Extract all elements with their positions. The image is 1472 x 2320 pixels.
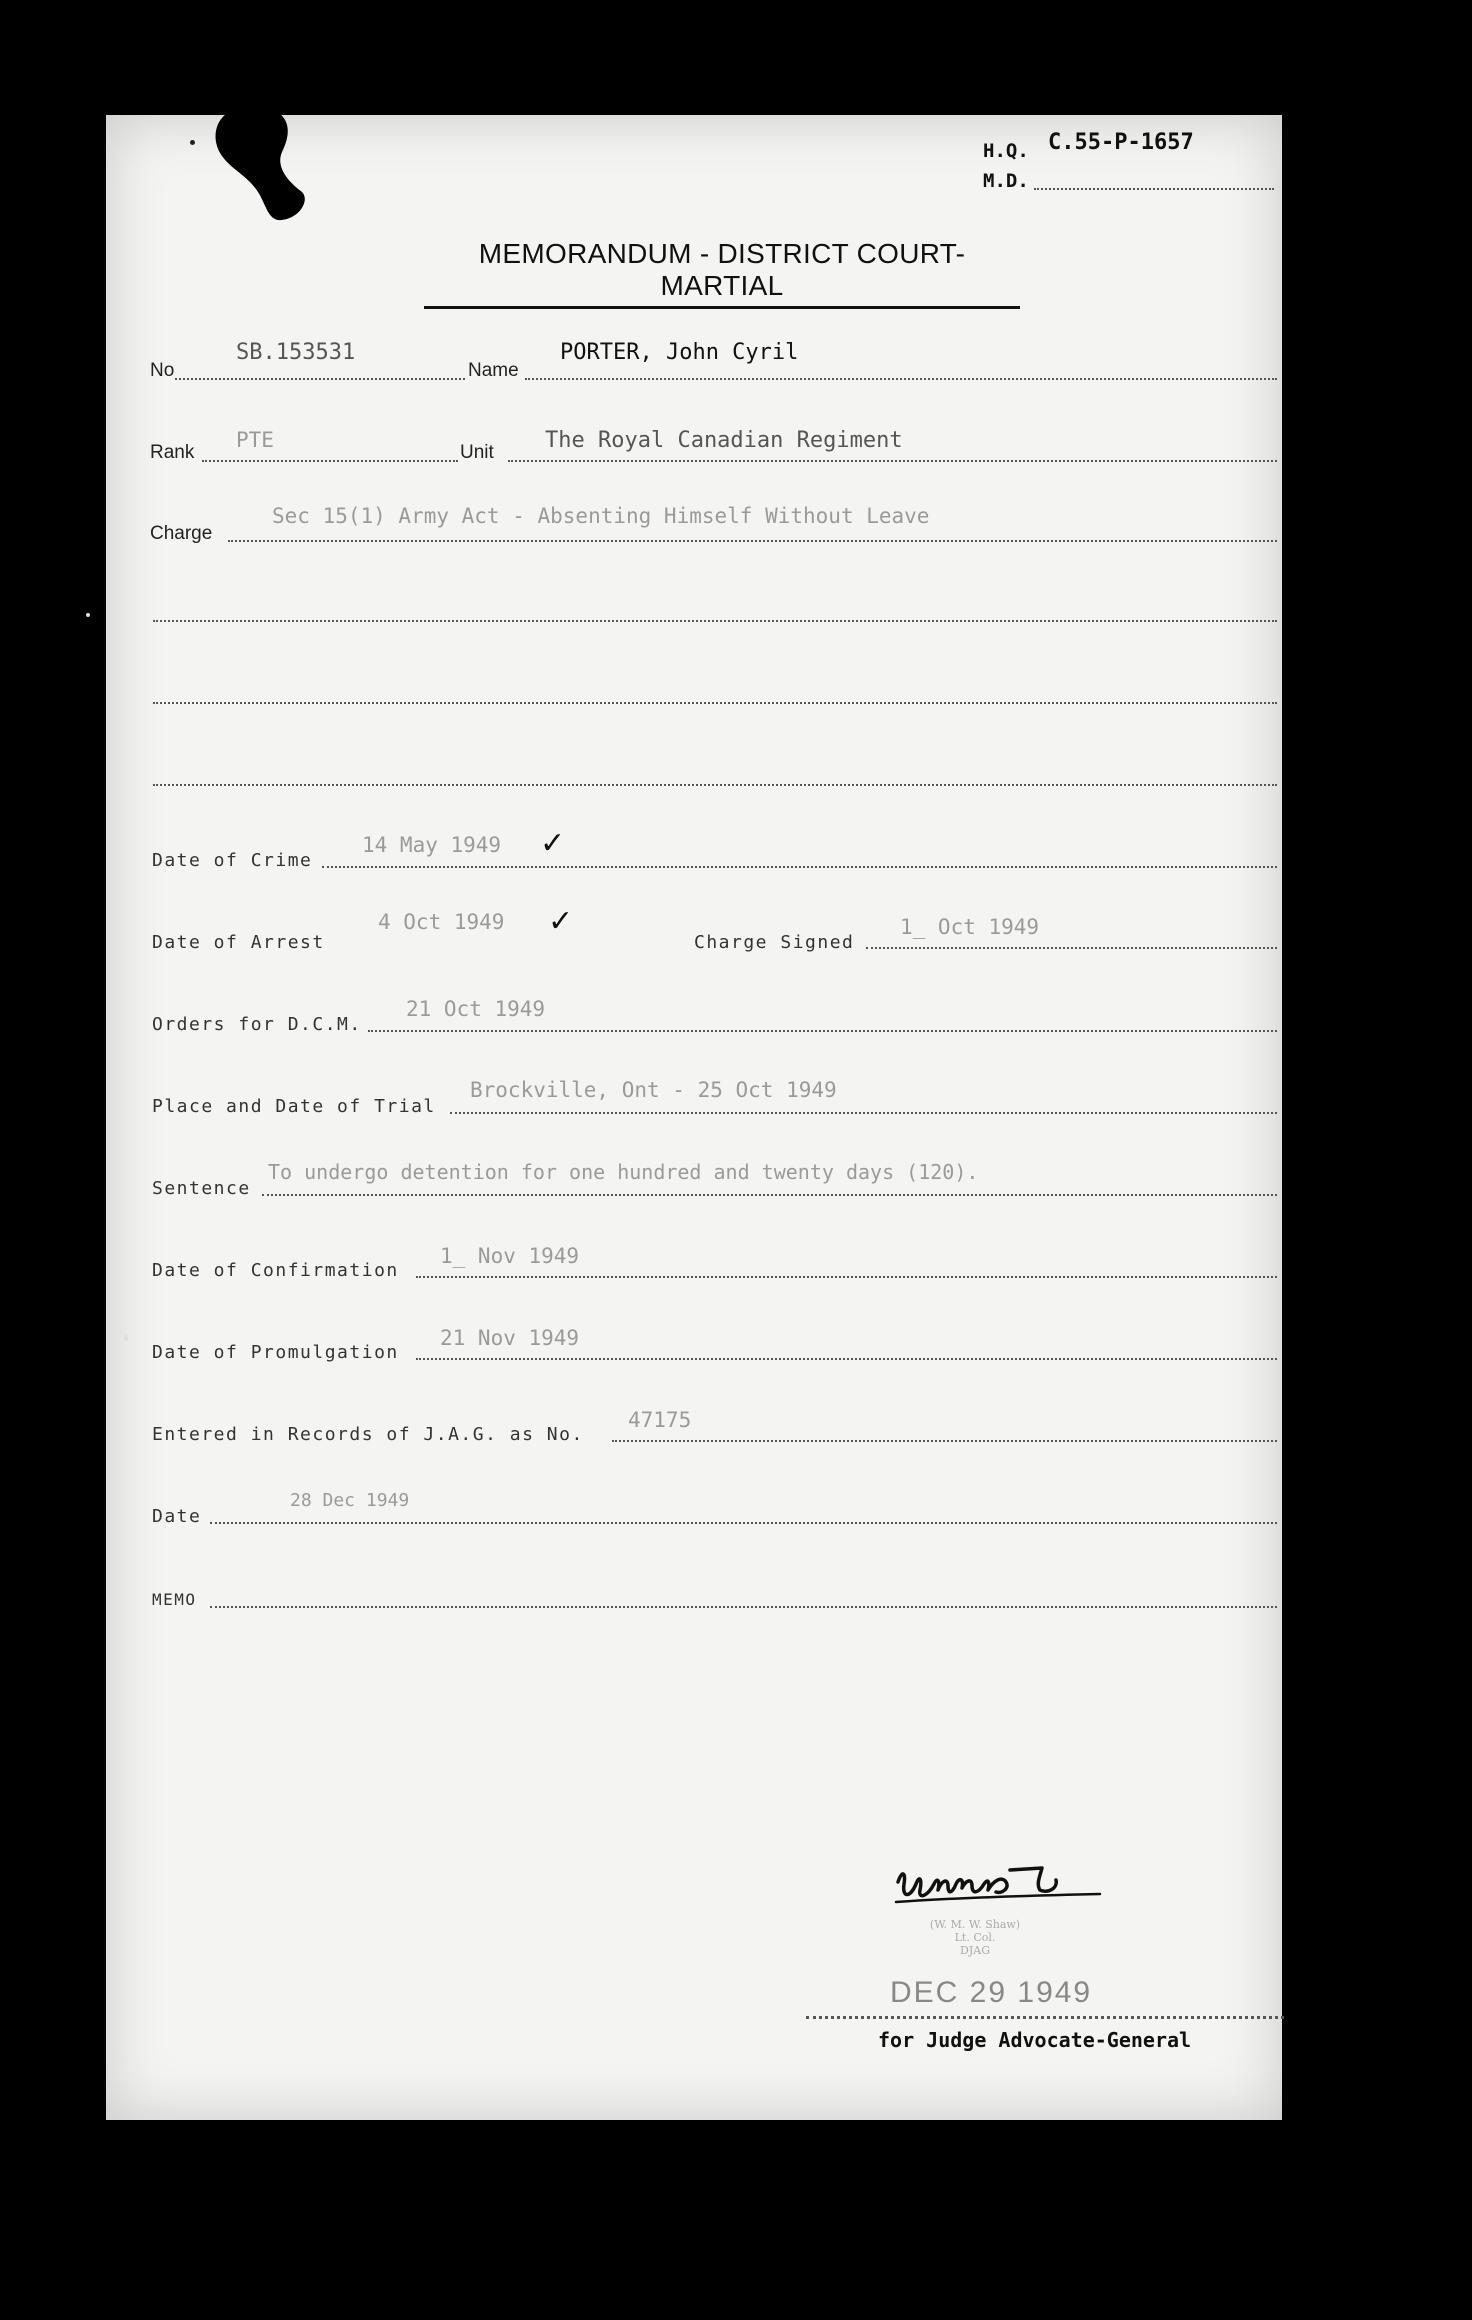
rank-value: PTE xyxy=(236,428,274,452)
rank-line xyxy=(202,460,458,462)
date-of-crime-line xyxy=(322,866,1277,868)
no-label: No xyxy=(150,360,175,381)
records-label: Entered in Records of J.A.G. as No. xyxy=(152,1424,584,1445)
confirmation-label: Date of Confirmation xyxy=(152,1260,399,1281)
orders-line xyxy=(368,1030,1277,1032)
charge-line xyxy=(228,540,1277,542)
charge-signed-label: Charge Signed xyxy=(694,932,855,953)
no-line xyxy=(175,378,465,380)
charge-signed-line xyxy=(866,947,1277,949)
memorandum-sheet xyxy=(106,115,1282,2120)
checkmark-icon: ✓ xyxy=(540,826,566,861)
confirmation-line xyxy=(416,1276,1277,1278)
name-value: PORTER, John Cyril xyxy=(560,340,799,365)
signature-line xyxy=(806,2016,1284,2019)
date-value: 28 Dec 1949 xyxy=(290,1490,410,1511)
records-value: 47175 xyxy=(628,1408,692,1432)
signature-image xyxy=(890,1850,1130,1920)
sentence-value: To undergo detention for one hundred and twenty days (120). xyxy=(268,1160,979,1184)
checkmark-icon: ✓ xyxy=(548,904,574,939)
sentence-line xyxy=(262,1194,1277,1196)
rank-label: Rank xyxy=(150,442,195,463)
date-of-arrest-value: 4 Oct 1949 xyxy=(378,910,505,934)
date-of-arrest-label: Date of Arrest xyxy=(152,932,325,953)
date-of-crime-label: Date of Crime xyxy=(152,850,313,871)
speck xyxy=(190,140,195,145)
place-date-value: Brockville, Ont - 25 Oct 1949 xyxy=(470,1078,837,1102)
document-title: MEMORANDUM - DISTRICT COURT-MARTIAL xyxy=(424,238,1020,309)
records-line xyxy=(612,1440,1277,1442)
no-value: SB.153531 xyxy=(236,340,356,365)
orders-label: Orders for D.C.M. xyxy=(152,1014,362,1035)
charge-line-4 xyxy=(153,784,1277,786)
promulgation-label: Date of Promulgation xyxy=(152,1342,399,1363)
date-line xyxy=(210,1522,1277,1524)
charge-signed-value: 1_ Oct 1949 xyxy=(900,915,1040,939)
name-label: Name xyxy=(468,360,519,381)
speck xyxy=(124,1335,128,1341)
signed-for-text: for Judge Advocate-General xyxy=(878,2028,1192,2052)
charge-label: Charge xyxy=(150,523,213,544)
memo-line xyxy=(210,1606,1277,1608)
signature-role: DJAG xyxy=(960,1944,990,1957)
signature-rank: Lt. Col. xyxy=(954,1931,996,1944)
md-label: M.D. xyxy=(983,170,1029,192)
charge-line-3 xyxy=(153,702,1277,704)
name-line xyxy=(525,378,1277,380)
unit-line xyxy=(508,460,1277,462)
charge-line-2 xyxy=(153,620,1277,622)
sentence-label: Sentence xyxy=(152,1178,251,1199)
md-line xyxy=(1034,188,1274,190)
hq-label: H.Q. xyxy=(983,140,1029,162)
date-label: Date xyxy=(152,1506,202,1527)
place-date-line xyxy=(450,1112,1277,1114)
place-date-label: Place and Date of Trial xyxy=(152,1096,436,1117)
unit-value: The Royal Canadian Regiment xyxy=(545,428,903,453)
signature-name: (W. M. W. Shaw) xyxy=(929,1918,1021,1931)
promulgation-value: 21 Nov 1949 xyxy=(440,1326,580,1350)
orders-value: 21 Oct 1949 xyxy=(406,997,546,1021)
charge-value: Sec 15(1) Army Act - Absenting Himself Without Leave xyxy=(272,504,930,528)
hq-number: C.55-P-1657 xyxy=(1048,130,1194,155)
speck xyxy=(86,613,90,617)
memo-label: MEMO xyxy=(152,1590,197,1609)
promulgation-line xyxy=(416,1358,1277,1360)
torn-edge xyxy=(170,100,320,230)
date-of-crime-value: 14 May 1949 xyxy=(362,833,502,857)
unit-label: Unit xyxy=(460,442,494,463)
received-date-stamp: DEC 29 1949 xyxy=(890,1976,1093,2009)
confirmation-value: 1_ Nov 1949 xyxy=(440,1244,580,1268)
